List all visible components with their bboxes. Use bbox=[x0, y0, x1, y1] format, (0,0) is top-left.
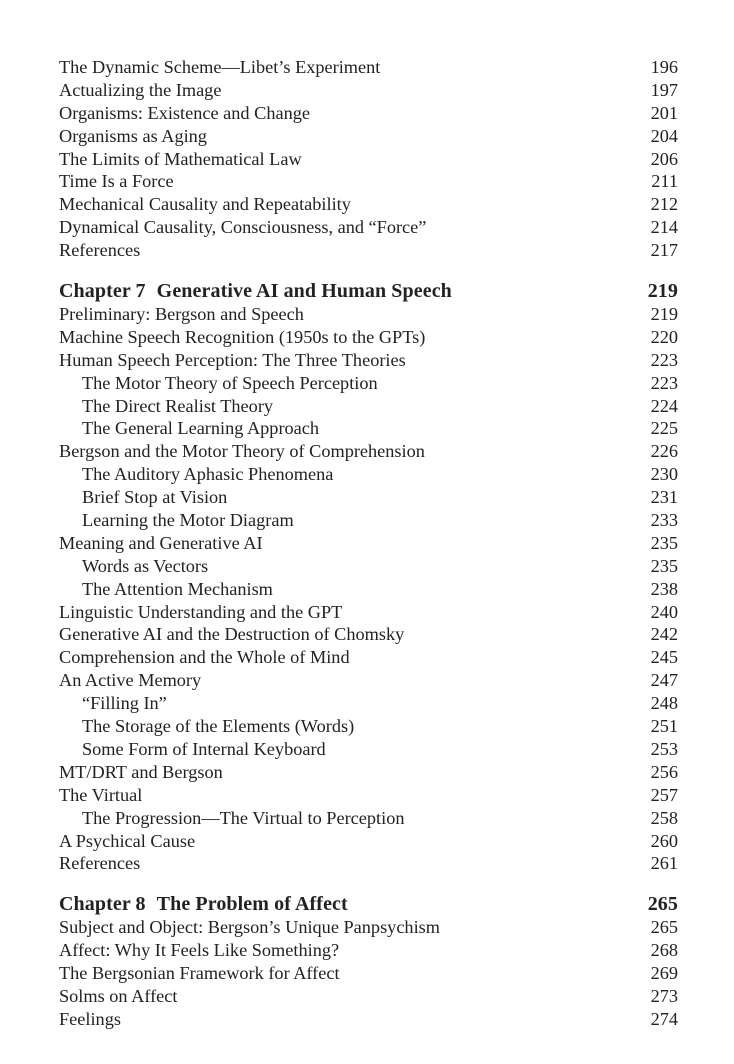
toc-page-number: 206 bbox=[650, 148, 678, 169]
toc-subentry[interactable] bbox=[59, 417, 678, 440]
toc-entry-title-group bbox=[59, 715, 354, 738]
toc-entry-title: Some Form of Internal Keyboard bbox=[82, 738, 326, 759]
toc-entry[interactable] bbox=[59, 102, 678, 125]
toc-entry-title: Feelings bbox=[59, 1008, 121, 1029]
toc-entry-title-group bbox=[59, 193, 351, 216]
toc-subentry[interactable] bbox=[59, 486, 678, 509]
toc-page-number: 268 bbox=[650, 940, 678, 961]
toc-entry-title: The Dynamic Scheme—Libet’s Experiment bbox=[59, 57, 381, 77]
toc-page-number: 211 bbox=[651, 171, 678, 192]
toc-entry-title: Meaning and Generative AI bbox=[59, 532, 263, 553]
toc-page-number: 269 bbox=[650, 963, 678, 984]
toc-page-number: 257 bbox=[650, 784, 678, 805]
toc-entry-title: Affect: Why It Feels Like Something? bbox=[59, 940, 340, 961]
toc-entry-title-group bbox=[59, 440, 425, 463]
toc-page-number: 225 bbox=[650, 418, 678, 439]
toc-page-number: 274 bbox=[650, 1008, 678, 1029]
toc-page-number: 260 bbox=[650, 830, 678, 851]
toc-entry-title-group bbox=[59, 601, 342, 624]
toc-entry-title-group bbox=[59, 578, 273, 601]
toc-entry[interactable] bbox=[59, 349, 678, 372]
toc-entry-title-group bbox=[59, 372, 378, 395]
toc-subentry[interactable] bbox=[59, 509, 678, 532]
toc-entry[interactable] bbox=[59, 852, 678, 875]
toc-page-number: 235 bbox=[650, 532, 678, 553]
toc-entry-title: MT/DRT and Bergson bbox=[59, 761, 223, 782]
toc-page-number: 219 bbox=[647, 280, 678, 303]
toc-entry[interactable] bbox=[59, 532, 678, 555]
toc-page-number: 242 bbox=[650, 624, 678, 645]
toc-page-number: 212 bbox=[650, 194, 678, 215]
toc-page-number: 238 bbox=[650, 578, 678, 599]
toc-entry-title-group bbox=[59, 692, 167, 715]
toc-entry-title: The Attention Mechanism bbox=[82, 578, 273, 599]
toc-page-number: 253 bbox=[650, 738, 678, 759]
toc-page-number: 196 bbox=[650, 57, 678, 77]
toc-entry-title-group bbox=[59, 417, 319, 440]
toc-entry-title-group bbox=[59, 669, 201, 692]
toc-entry-title: The Direct Realist Theory bbox=[82, 395, 274, 416]
toc-subentry[interactable] bbox=[59, 555, 678, 578]
toc-page-number: 219 bbox=[650, 304, 678, 325]
toc-entry-title: Generative AI and the Destruction of Chomsky bbox=[59, 624, 405, 645]
toc-page-number: 197 bbox=[650, 79, 678, 100]
toc-entry[interactable] bbox=[59, 193, 678, 216]
toc-entry-title-group bbox=[59, 761, 223, 784]
toc-page-number: 224 bbox=[650, 395, 678, 416]
toc-entry-title: Linguistic Understanding and the GPT bbox=[59, 601, 343, 622]
toc-subentry[interactable] bbox=[59, 578, 678, 601]
toc-entry-title: Preliminary: Bergson and Speech bbox=[59, 304, 304, 325]
toc-entry-title-group bbox=[59, 79, 221, 102]
toc-page-number: 204 bbox=[650, 125, 678, 146]
toc-entry[interactable] bbox=[59, 303, 678, 326]
toc-entry[interactable] bbox=[59, 216, 678, 239]
toc-entry-title-group bbox=[59, 830, 195, 853]
toc-page-number: 214 bbox=[650, 217, 678, 238]
toc-entry-title-group bbox=[59, 555, 208, 578]
toc-entry[interactable] bbox=[59, 916, 678, 939]
chapter-number: Chapter 7 bbox=[59, 280, 146, 303]
toc-entry-title: The Progression—The Virtual to Perception bbox=[82, 807, 405, 828]
toc-entry[interactable] bbox=[59, 962, 678, 985]
toc-entry-title: “Filling In” bbox=[82, 693, 167, 714]
toc-page-number: 247 bbox=[650, 670, 678, 691]
toc-page-number: 230 bbox=[650, 464, 678, 485]
toc-entry-title: A Psychical Cause bbox=[59, 830, 196, 851]
toc-page-number: 258 bbox=[650, 807, 678, 828]
toc-entry[interactable] bbox=[59, 830, 678, 853]
toc-entry-title: Brief Stop at Vision bbox=[82, 487, 228, 508]
toc-entry[interactable] bbox=[59, 440, 678, 463]
toc-page-number: 231 bbox=[650, 487, 678, 508]
toc-entry[interactable] bbox=[59, 601, 678, 624]
toc-entry-title: Human Speech Perception: The Three Theories bbox=[59, 349, 406, 370]
toc-entry[interactable] bbox=[59, 784, 678, 807]
toc-entry-title-group bbox=[59, 279, 452, 303]
toc-entry-title-group bbox=[59, 985, 178, 1008]
toc-entry[interactable] bbox=[59, 79, 678, 102]
toc-entry[interactable] bbox=[59, 326, 678, 349]
toc-entry-title: The Auditory Aphasic Phenomena bbox=[82, 464, 334, 485]
toc-page-number: 265 bbox=[650, 917, 678, 938]
toc-entry[interactable] bbox=[59, 148, 678, 171]
toc-entry[interactable] bbox=[59, 761, 678, 784]
toc-entry-title-group bbox=[59, 56, 380, 79]
toc-entry-title-group bbox=[59, 916, 440, 939]
toc-entry-title-group bbox=[59, 239, 140, 262]
toc-entry[interactable] bbox=[59, 239, 678, 262]
toc-entry-title: Bergson and the Motor Theory of Comprehension bbox=[59, 441, 425, 462]
toc-entry-title-group bbox=[59, 125, 207, 148]
toc-entry-title: Comprehension and the Whole of Mind bbox=[59, 647, 350, 668]
toc-subentry[interactable] bbox=[59, 715, 678, 738]
toc-subentry[interactable] bbox=[59, 372, 678, 395]
toc-page-number: 223 bbox=[650, 349, 678, 370]
toc-entry-title: Words as Vectors bbox=[82, 555, 209, 576]
toc-entry-title-group bbox=[59, 102, 310, 125]
toc-chapter-heading[interactable] bbox=[59, 892, 678, 916]
toc-entry-title-group bbox=[59, 509, 294, 532]
toc-entry-title: References bbox=[59, 240, 141, 261]
toc-entry-title: The Storage of the Elements (Words) bbox=[82, 716, 355, 737]
toc-entry-title: Organisms as Aging bbox=[59, 125, 207, 146]
toc-page-number: 226 bbox=[650, 441, 678, 462]
toc-page-number: 251 bbox=[650, 716, 678, 737]
toc-entry-title: The Virtual bbox=[59, 784, 143, 805]
toc-page-number: 273 bbox=[650, 985, 678, 1006]
toc-page-number: 235 bbox=[650, 555, 678, 576]
toc-entry-title-group bbox=[59, 646, 350, 669]
toc-entry-title-group bbox=[59, 962, 340, 985]
chapter-number: Chapter 8 bbox=[59, 893, 146, 916]
toc-entry-title: Time Is a Force bbox=[59, 171, 174, 192]
toc-page-number: 220 bbox=[650, 326, 678, 347]
toc-entry-title-group bbox=[59, 532, 263, 555]
toc-page-number: 261 bbox=[650, 853, 678, 874]
toc-entry-title: Dynamical Causality, Consciousness, and “Force” bbox=[59, 217, 427, 238]
toc-entry-title-group bbox=[59, 216, 426, 239]
toc-entry-title-group bbox=[59, 463, 333, 486]
toc-entry-title-group bbox=[59, 939, 339, 962]
toc-page-number: 248 bbox=[650, 693, 678, 714]
toc-entry-title-group bbox=[59, 1008, 121, 1031]
toc-entry-title-group bbox=[59, 303, 304, 326]
toc-entry-title: Generative AI and Human Speech bbox=[156, 280, 452, 303]
toc-entry-title-group bbox=[59, 623, 404, 646]
toc-entry-title: Organisms: Existence and Change bbox=[59, 102, 310, 123]
toc-entry-title: Mechanical Causality and Repeatability bbox=[59, 194, 351, 215]
toc-entry[interactable] bbox=[59, 669, 678, 692]
toc-entry[interactable] bbox=[59, 56, 678, 79]
toc-entry-title: The General Learning Approach bbox=[82, 418, 320, 439]
toc-subentry[interactable] bbox=[59, 738, 678, 761]
toc-entry-title-group bbox=[59, 807, 404, 830]
toc-entry-title-group bbox=[59, 486, 227, 509]
toc-entry[interactable] bbox=[59, 125, 678, 148]
toc-entry-title-group bbox=[59, 170, 174, 193]
toc-entry-title: An Active Memory bbox=[59, 670, 202, 691]
toc-entry[interactable] bbox=[59, 985, 678, 1008]
toc-entry[interactable] bbox=[59, 939, 678, 962]
toc-entry-title-group bbox=[59, 892, 348, 916]
toc-entry-title: The Limits of Mathematical Law bbox=[59, 148, 302, 169]
toc-entry-title-group bbox=[59, 148, 302, 171]
toc-entry-title-group bbox=[59, 784, 142, 807]
toc-entry-title-group bbox=[59, 349, 406, 372]
toc-entry-title-group bbox=[59, 395, 273, 418]
toc-entry-title: References bbox=[59, 853, 141, 874]
toc-entry-title: Learning the Motor Diagram bbox=[82, 510, 294, 531]
toc-page-number: 240 bbox=[650, 601, 678, 622]
toc-chapter-heading[interactable] bbox=[59, 279, 678, 303]
toc-entry-title: Subject and Object: Bergson’s Unique Panpsychism bbox=[59, 917, 440, 938]
table-of-contents bbox=[59, 56, 678, 1031]
toc-page-number: 201 bbox=[650, 102, 678, 123]
toc-entry[interactable] bbox=[59, 170, 678, 193]
toc-page-number: 256 bbox=[650, 761, 678, 782]
toc-entry[interactable] bbox=[59, 1008, 678, 1031]
toc-entry-title: Machine Speech Recognition (1950s to the GPTs) bbox=[59, 326, 426, 347]
toc-subentry[interactable] bbox=[59, 692, 678, 715]
toc-entry-title-group bbox=[59, 326, 425, 349]
toc-entry-title: The Problem of Affect bbox=[156, 893, 348, 916]
toc-entry-title: The Bergsonian Framework for Affect bbox=[59, 963, 340, 984]
toc-page-number: 233 bbox=[650, 510, 678, 531]
toc-entry-title: Actualizing the Image bbox=[59, 79, 222, 100]
toc-subentry[interactable] bbox=[59, 463, 678, 486]
toc-subentry[interactable] bbox=[59, 807, 678, 830]
toc-subentry[interactable] bbox=[59, 395, 678, 418]
toc-page-number: 217 bbox=[650, 240, 678, 261]
toc-page-number: 245 bbox=[650, 647, 678, 668]
toc-entry-title-group bbox=[59, 852, 140, 875]
toc-page-number: 265 bbox=[647, 893, 678, 916]
toc-entry-title: The Motor Theory of Speech Perception bbox=[82, 372, 378, 393]
toc-page-number: 223 bbox=[650, 372, 678, 393]
toc-entry[interactable] bbox=[59, 646, 678, 669]
toc-entry-title-group bbox=[59, 738, 326, 761]
toc-entry-title: Solms on Affect bbox=[59, 985, 178, 1006]
toc-entry[interactable] bbox=[59, 623, 678, 646]
